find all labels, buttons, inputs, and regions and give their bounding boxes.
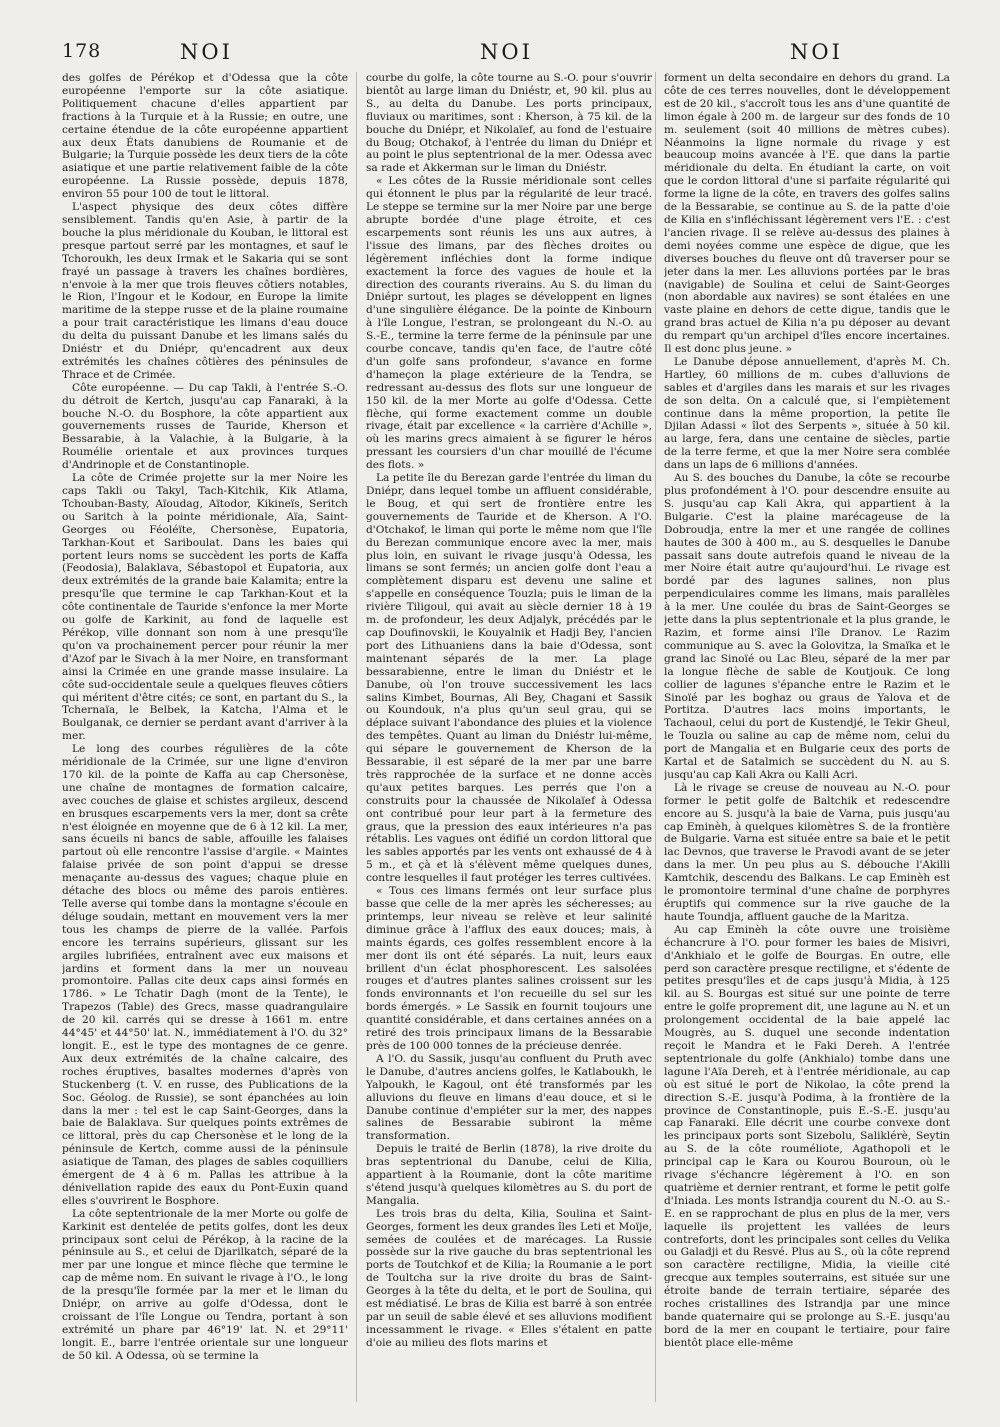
- paragraph: Là le rivage se creuse de nouveau au N.-O. pour former le petit golfe de Baltchik et redescendre encore au S. jusqu'à la baie de Varna, puis jusqu'au cap Eminèh, à quelques kilomètres S. de la frontière de Bulgarie. Varna est située entre sa baie et le petit lac Devnos, que traverse le Pravodi avant de se jeter dans la mer. Un peu plus au S. débouche l'Akilli Kamtchik, descendu des Balkans. Le cap Eminèh est le promontoire terminal d'une chaîne de porphyres éruptifs qui commence sur la rive gauche de la haute Toundja, affluent gauche de la Maritza.: [664, 781, 950, 923]
- running-headword-center: NOI: [480, 40, 533, 64]
- paragraph: Les trois bras du delta, Kilia, Soulina et Saint-Georges, forment les deux grandes îles Leti et Moïje, semées de coulées et de marécages. La Russie possède sur la rive gauche du bras septentrional les ports de Toutchkof et de Kilia; la Roumanie a le port de Toultcha sur la rive droite du bras de Saint-Georges à la tête du delta, et le port de Soulina, qui est médiatisé. Le bras de Kilia est barré à son entrée par un seuil de sable élevé et ses alluvions modifient incessamment le rivage. « Elles s'étalent en patte d'oie au milieu des flots marins et: [366, 1207, 652, 1349]
- page-header: [0, 40, 1000, 70]
- paragraph: des golfes de Pérékop et d'Odessa que la côte européenne l'emporte sur la côte asiatique. Politiquement chacune d'elles appartient par fractions à la Turquie et à la Russie; en outre, une certaine étendue de la côte européenne appartient aux deux États danubiens de Roumanie et de Bulgarie; la Turquie possède les deux tiers de la côte asiatique et une partie relativement faible de la côte européenne. La Russie possède, depuis 1878, environ 55 pour 100 de tout le littoral.: [62, 72, 348, 201]
- paragraph: forment un delta secondaire en dehors du grand. La côte de ces terres nouvelles, dont le développement est de 20 kil., s'accroît tous les ans d'une quantité de limon égale à 200 m. de largeur sur des fonds de 10 m. seulement (soit 40 millions de mètres cubes). Néanmoins la ligne normale du rivage y est beaucoup moins avancée à l'E. que dans la partie méridionale du delta. En étudiant la carte, on voit que le cordon littoral d'une si parfaite régularité qui forme la ligne de la côte, en travers des golfes salins de la Bessarabie, se continue au S. de la patte d'oie de Kilia en s'infléchissant légèrement vers l'E. : c'est l'ancien rivage. Il se relève au-dessus des plaines à demi noyées comme une espèce de digue, que les diverses bouches du fleuve ont dû traverser pour se jeter dans la mer. Les alluvions portées par le bras (navigable) de Soulina et celui de Saint-Georges (non abordable aux navires) se sont étalées en une vaste plaine en dehors de cette digue, tandis que le grand bras actuel de Kilia n'a pu déposer au devant du rempart qu'un archipel d'îles encore incertaines. Il est donc plus jeune. »: [664, 72, 950, 356]
- paragraph: Côte européenne. — Du cap Takli, à l'entrée S.-O. du détroit de Kertch, jusqu'au cap Fanaraki, à la bouche N.-O. du Bosphore, la côte appartient aux gouvernements russes de Tauride, Kherson et Bessarabie, à la Valachie, à la Bulgarie, à la Roumélie orientale et aux provinces turques d'Andrinople et de Constantinople.: [62, 381, 348, 472]
- paragraph: Au S. des bouches du Danube, la côte se recourbe plus profondément à l'O. pour descendre ensuite au S. jusqu'au cap Kali Akra, qui appartient à la Bulgarie. C'est la plaine marécageuse de la Dobroudja, entre la mer et une rangée de collines hautes de 300 à 400 m., au S. desquelles le Danube passait sans doute autrefois quand le niveau de la mer Noire était autre qu'aujourd'hui. Le rivage est bordé par des lagunes salines, non plus perpendiculaires comme les limans, mais parallèles à la mer. Une coulée du bras de Saint-Georges se jette dans la plus septentrionale et la plus grande, le Razim, et forme ainsi l'île Dranov. Le Razim communique au S. avec la Golovitza, la Smaïka et le grand lac Sinoïé ou Lac Bleu, séparé de la mer par la longue flèche de sable de Koutjouk. Ce long collier de lagunes s'épanche entre le Razim et le Sinoïé par les boghaz ou graus de Yalova et de Portitza. D'autres lacs moins importants, le Tachaoul, celui du port de Kustendjé, le Tekir Gheul, le Touzla ou saline au cap de même nom, celui du port de Mangalia et en Bulgarie ceux des ports de Kartal et de Satalmich se succèdent du N. au S. jusqu'au cap Kali Akra ou Kalli Acri.: [664, 472, 950, 781]
- text-column-3: [664, 72, 950, 1412]
- paragraph: Depuis le traité de Berlin (1878), la rive droite du bras septentrional du Danube, celui de Kilia, appartient à la Roumanie, dont la côte maritime s'étend jusqu'à quelques kilomètres au S. du port de Mangalia.: [366, 1143, 652, 1207]
- paragraph: A l'O. du Sassik, jusqu'au confluent du Pruth avec le Danube, d'autres anciens golfes, le Katlaboukh, le Yalpoukh, le Kagoul, ont été transformés par les alluvions du fleuve en limans d'eau douce, et si le Danube continue d'empiéter sur la mer, des nappes salines de Bessarabie subiront la même transformation.: [366, 1052, 652, 1143]
- paragraph: La petite île du Berezan garde l'entrée du liman du Dniépr, dans lequel tombe un affluent considérable, le Boug, et qui sert de frontière entre les gouvernements de Tauride et de Kherson. A l'O. d'Otchakof, le liman qui porte le même nom que l'île du Berezan communique encore avec la mer, mais plus loin, en suivant le rivage jusqu'à Odessa, les limans se sont fermés; un ancien golfe dont l'eau a complètement disparu est devenu une saline et s'appelle en conséquence Touzla; puis le liman de la rivière Tiligoul, qui avait au siècle dernier 18 à 19 m. de profondeur, les deux Adjalyk, précédés par le cap Doufinovskii, le Kouyalnik et Hadji Bey, l'ancien port des Lithuaniens dans la baie d'Odessa, sont maintenant séparés de la mer. La plage bessarabienne, entre le liman du Dniéstr et le Danube, où l'on trouve successivement les lacs salins Kimbet, Bournas, Ali Bey, Chagani et Sassik ou Koundouk, n'a plus qu'un seul grau, qui se déplace suivant l'abondance des pluies et la violence des tempêtes. Quant au liman du Dniéstr lui-même, qui sépare le gouvernement de Kherson de la Bessarabie, il est séparé de la mer par une barre très rapprochée de la surface et ne donne accès qu'aux petites barques. Les perrés que l'on a construits pour la chaussée de Nikolaïef à Odessa ont contribué pour leur part à la fermeture des graus, que la pression des eaux intérieures n'a pas rétablis. Les vagues ont édifié un cordon littoral que les sables apportés par les vents ont exhaussé de 4 à 5 m., et çà et là s'élèvent même quelques dunes, contre lesquelles il faut protéger les terres cultivées.: [366, 472, 652, 885]
- paragraph: Le long des courbes régulières de la côte méridionale de la Crimée, sur une ligne d'environ 170 kil. de la pointe de Kaffa au cap Chersonèse, une chaîne de montagnes de formation calcaire, avec couches de glaise et schistes argileux, descend en brusques escarpements vers la mer, dont sa crête n'est éloignée en moyenne que de 6 à 12 kil. La mer, sans écueils ni bancs de sable, affouille les falaises partout où elle rencontre l'assise d'argile. « Maintes falaise privée de son point d'appui se dresse menaçante au-dessus des vagues; chaque pluie en détache des blocs ou même des parois entières. Telle averse qui tombe dans la montagne s'écoule en déluge soudain, mettant en mouvement vers la mer tous les champs de pierre de la vallée. Parfois encore les terrains supérieurs, glissant sur les argiles lubrifiées, entraînent avec eux maisons et jardins et forment dans la mer un nouveau promontoire. Pallas cite deux caps ainsi formés en 1786. » Le Tchatir Dagh (mont de la Tente), le Trapezos (Table) des Grecs, masse quadrangulaire de 20 kil. carrés qui se dresse à 1661 m. entre 44°45' et 44°50' lat. N., immédiatement à l'O. du 32° longit. E., est le type des montagnes de ce genre. Aux deux extrémités de la chaîne calcaire, des roches éruptives, basaltes modernes d'après von Stuckenberg (t. V. en russe, des Publications de la Soc. Géolog. de Russie), se sont épanchées au loin dans la mer : tel est le cap Saint-Georges, dans la baie de Balaklava. Sur quelques points extrêmes de ce littoral, près du cap Chersonèse et le long de la péninsule de Kertch, comme aussi de la péninsule asiatique de Taman, des plages de sables coquilliers émergent de 4 à 6 m. Pallas les attribue à la dénivellation rapide des eaux du Pont-Euxin quand elles s'ouvrirent le Bosphore.: [62, 743, 348, 1207]
- paragraph: « Tous ces limans fermés ont leur surface plus basse que celle de la mer après les sécheresses; au printemps, leur niveau se relève et leur salinité diminue grâce à l'afflux des eaux douces; mais, à maints égards, ces golfes ressemblent encore à la mer dont ils ont été séparés. La nuit, leurs eaux brillent d'un éclat phosphorescent. Les salsolées rouges et d'autres plantes salines croissent sur les fonds environnants et l'on recueille du sel sur les bords émergés. » Le Sassik en fournit toujours une quantité considérable, et dans certaines années on a retiré des trois principaux limans de la Bessarabie près de 100 000 tonnes de la précieuse denrée.: [366, 885, 652, 1052]
- running-headword-left: NOI: [180, 40, 233, 64]
- column-divider: [356, 72, 357, 1402]
- paragraph: La côte de Crimée projette sur la mer Noire les caps Takli ou Takyl, Tach-Kitchik, Kik Atlama, Tchouban-Basty, Aïoudag, Aïtodor, Kikineïs, Seritch ou Saritch à la pointe méridionale, Aïa, Saint-Georges ou Féoléïte, Chersonèse, Eupatoria, Tarkhan-Kout et Sariboulat. Dans les baies qui portent leurs noms se succèdent les ports de Kaffa (Feodosia), Balaklava, Sébastopol et Eupatoria, aux deux extrémités de la grande baie Kalamita; entre la presqu'île que termine le cap Tarkhan-Kout et la côte continentale de Tauride s'enfonce la mer Morte ou golfe de Karkinit, au fond de laquelle est Pérékop, ville donnant son nom à une presqu'île qu'on va prochainement percer pour réunir la mer d'Azof par le Sivach à la mer Noire, en transformant ainsi la Crimée en une grande masse insulaire. La côte sud-occidentale seule a quelques fleuves côtiers qui méritent d'être cités; ce sont, en partant du S., la Tchernaïa, le Belbek, la Katcha, l'Alma et le Boulganak, ce dernier se perdant avant d'arriver à la mer.: [62, 472, 348, 743]
- paragraph: courbe du golfe, la côte tourne au S.-O. pour s'ouvrir bientôt au large liman du Dniéstr, et, 90 kil. plus au S., au delta du Danube. Les ports principaux, fluviaux ou maritimes, sont : Kherson, à 75 kil. de la bouche du Dniépr, et Nikolaïef, au fond de l'estuaire du Boug; Otchakof, à l'entrée du liman du Dniépr et au point le plus septentrional de la mer. Odessa avec sa rade et Akkerman sur le liman du Dniéstr.: [366, 72, 652, 175]
- column-divider: [655, 72, 656, 1402]
- paragraph: Au cap Eminèh la côte ouvre une troisième échancrure à l'O. pour former les baies de Misivri, d'Ankhialo et le golfe de Bourgas. En outre, elle perd son caractère presque rectiligne, et s'édente de petites presqu'îles et de caps jusqu'à Midia, à 125 kil. au S. Bourgas est situé sur une pointe de terre entre le golfe proprement dit, une lagune au N. et un prolongement occidental de la baie appelé lac Mougrès, au S. duquel une seconde indentation reçoit le Mandra et le Faki Dereh. A l'entrée septentrionale du golfe (Ankhialo) tombe dans une lagune l'Aïa Dereh, et à l'entrée méridionale, au cap où est situé le port de Nikolao, la côte prend la direction S.-E. jusqu'à Podima, à la frontière de la province de Constantinople, puis E.-S.-E. jusqu'au cap Fanaraki. Elle décrit une courbe convexe dont les principaux ports sont Sizebolu, Saliklérè, Seytin au S. de la côte rouméliote, Agathopoli et le principal cap le Kara ou Kourou Bouroun, où le rivage s'échancre légèrement à l'O. en son quatrième et dernier rentrant, et forme le petit golfe d'Iniada. Les monts Istrandja courent du N.-O. au S.-E. en se rapprochant de plus en plus de la mer, vers laquelle ils projettent les vallées de leurs contreforts, dont les principales sont celles du Velika ou Galadji et du Resvé. Plus au S., où la côte reprend son caractère rectiligne, Midia, la vieille cité grecque aux temples souterrains, est située sur une étroite bande de terrain tertiaire, séparée des roches cristallines des Istrandja par une mince bande quaternaire qui se prolonge au S.-E. jusqu'au bord de la mer en coupant le tertiaire, pour faire bientôt place elle-même: [664, 923, 950, 1349]
- paragraph: Le Danube dépose annuellement, d'après M. Ch. Hartley, 60 millions de m. cubes d'alluvions de sables et d'argiles dans les marais et sur les rivages de son delta. On a calculé que, si l'empiètement continue dans la même proportion, la petite île Djilan Adassi « îlot des Serpents », située à 50 kil. au large, fera, dans une centaine de siècles, partie de la terre ferme, et que la mer Noire sera comblée dans un laps de 6 millions d'années.: [664, 355, 950, 472]
- paragraph: La côte septentrionale de la mer Morte ou golfe de Karkinit est dentelée de petits golfes, dont les deux principaux sont celui de Pérékop, à la racine de la péninsule au S., et celui de Djarilkatch, séparé de la mer par une longue et mince flèche que termine le cap de même nom. En suivant le rivage à l'O., le long de la presqu'île formée par la mer et le liman du Dniépr, on arrive au golfe d'Odessa, dont le croissant de l'île Longue ou Tendra, portant à son extrémité un phare par 46°19' lat. N. et 29°11' longit. E., barre l'entrée orientale sur une longueur de 50 kil. A Odessa, où se termine la: [62, 1207, 348, 1362]
- paragraph: « Les côtes de la Russie méridionale sont celles qui étonnent le plus par la régularité de leur tracé. Le steppe se termine sur la mer Noire par une berge abrupte bordée d'une plage étroite, et ces escarpements sont réunis les uns aux autres, à l'issue des limans, par des flèches droites ou légèrement infléchies dont la forme indique exactement la force des vagues de houle et la direction des courants riverains. Au S. du liman du Dniépr surtout, les plages se développent en lignes d'une singulière élégance. De la pointe de Kinbourn à l'île Longue, l'estran, se prolongeant du N.-O. au S.-E., termine la terre ferme de la péninsule par une courbe concave, tandis qu'en face, de l'autre côté d'un golfe sans profondeur, s'avance en forme d'hameçon la plage extérieure de la Tendra, se redressant au-dessus des flots sur une longueur de 150 kil. de la mer Morte au golfe d'Odessa. Cette flèche, qui forme exactement comme un double rivage, était par excellence « la carrière d'Achille », où les marins grecs aimaient à se figurer le héros pressant les coursiers d'un char mouillé de l'écume des flots. »: [366, 175, 652, 472]
- text-column-2: [366, 72, 652, 1412]
- running-headword-right: NOI: [790, 40, 843, 64]
- page-number: 178: [62, 40, 102, 62]
- paragraph: L'aspect physique des deux côtes diffère sensiblement. Tandis qu'en Asie, à partir de la bouche la plus méridionale du Kouban, le littoral est presque partout serré par les montagnes, et sauf le Tchoroukh, les deux Irmak et le Sakaria qui se sont frayé un passage à travers les chaînes bordières, n'envoie à la mer que trois fleuves côtiers notables, le Rion, l'Ingour et le Kodour, en Europe la limite maritime de la steppe russe et de la plaine roumaine a pour trait caractéristique les limans d'eau douce du delta du puissant Danube et les limans salés du Dniéstr et du Dniépr, qu'encadrent aux deux extrémités les chaînes côtières des péninsules de Thrace et de Crimée.: [62, 201, 348, 381]
- text-column-1: [62, 72, 348, 1412]
